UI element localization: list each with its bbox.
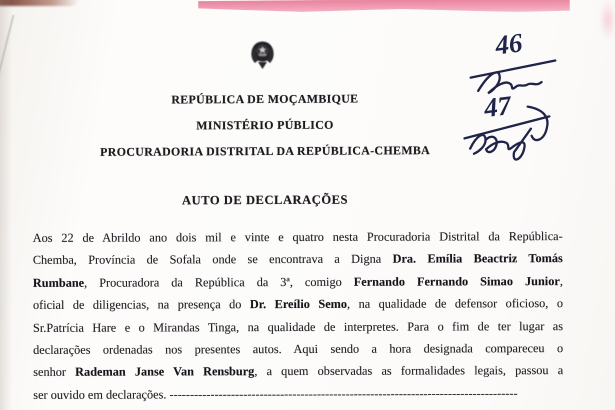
handwritten-initials-2 (470, 127, 531, 160)
mozambique-coat-of-arms-icon (246, 38, 279, 71)
body-text-segment: declarações ordenadas nos presentes autos. Aqui sendo a hora designada compareceu o (33, 341, 564, 357)
body-line (33, 225, 563, 249)
body-text-segment: senhor (33, 365, 76, 380)
handwritten-page-number-47: 47 (482, 90, 513, 124)
pink-highlighter-band (198, 0, 570, 14)
paper-crease (0, 15, 14, 76)
header-republic: REPÚBLICA DE MOÇAMBIQUE (171, 91, 359, 107)
body-bold-name: Dra. Emília Beactriz Tomás (392, 251, 563, 267)
body-text-segment: Chemba, Província de Sofala onde se encontrava a Digna (32, 252, 393, 268)
document-header (34, 85, 496, 165)
pink-highlighter-smear (600, 0, 615, 40)
body-bold-name: Fernando Fernando Simao Junior (353, 273, 560, 289)
handwritten-page-number-46: 46 (493, 27, 525, 61)
body-paragraph (33, 225, 564, 406)
body-line (33, 315, 563, 339)
body-bold-name: Rademan Janse Van Rensburg (75, 364, 255, 380)
body-text-segment: , (559, 273, 563, 288)
body-text-segment: , Procuradora da República da 3ª, comigo (84, 274, 354, 290)
body-text-segment: , a quem observadas as formalidades legais, passou a (254, 363, 564, 379)
body-line (33, 337, 563, 361)
handwritten-annotations (445, 20, 575, 174)
body-text-segment: oficial de diligencias, na presença do (32, 297, 250, 313)
body-line (33, 247, 563, 271)
body-line (33, 382, 563, 406)
paper-edge-shadow (0, 0, 12, 410)
body-text-segment: ser ouvido em declarações. (33, 387, 170, 402)
body-bold-name: Dr. Ereílio Semo (249, 297, 348, 312)
body-bold-name: Rumbane (32, 275, 85, 290)
photo-edge-smudge (0, 0, 79, 6)
body-text-segment: , na qualidade de defensor oficioso, o (347, 296, 563, 312)
body-line (33, 270, 563, 294)
handwritten-hook (527, 107, 549, 141)
header-prosecutor-office: PROCURADORIA DISTRITAL DA REPÚBLICA-CHEMBA (100, 143, 431, 159)
document-title: AUTO DE DECLARAÇÕES (181, 192, 349, 208)
handwritten-strike-1 (471, 58, 556, 81)
body-line (33, 292, 563, 316)
body-text-segment: Aos 22 de Abrildo ano dois mil e vinte e quatro nesta Procuradoria Distrital da República- (32, 229, 563, 245)
body-line (33, 360, 563, 384)
body-text-segment: ------------------------------------------------------------------------------------- (169, 386, 518, 402)
header-ministry: MINISTÉRIO PÚBLICO (196, 117, 334, 133)
body-text-segment: Sr.Patrícia Hare e o Mirandas Tinga, na qualidade de interpretes. Para o fim de ter lugar as (33, 318, 564, 335)
